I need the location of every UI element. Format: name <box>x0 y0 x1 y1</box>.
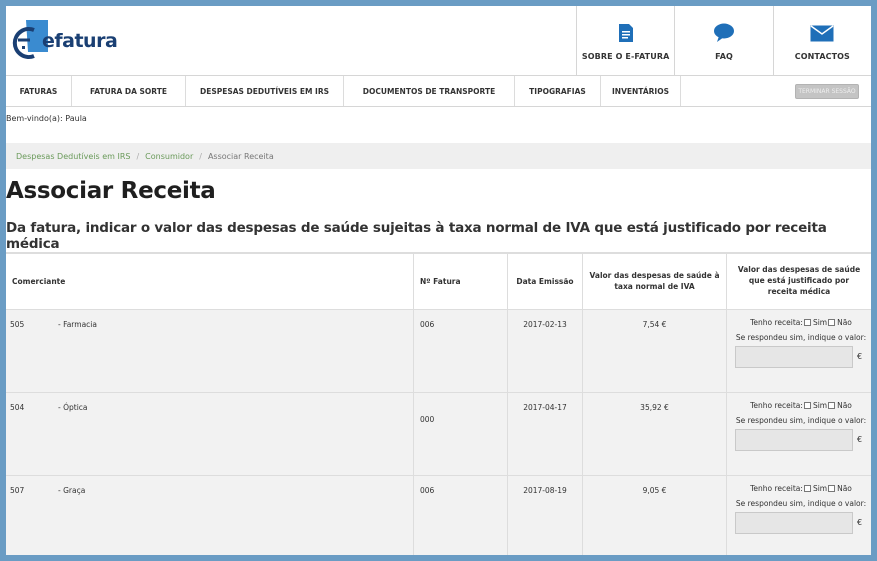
receita-value-input[interactable] <box>735 346 853 368</box>
merchant-name: - Farmacia <box>58 320 97 329</box>
nao-checkbox[interactable] <box>828 319 835 326</box>
page <box>6 6 871 555</box>
sim-label: Sim <box>812 484 828 493</box>
breadcrumb-link-consumidor[interactable]: Consumidor <box>145 151 194 161</box>
envelope-icon <box>810 25 834 42</box>
main-nav <box>6 76 871 107</box>
welcome-user: Paula <box>65 114 87 123</box>
invoices-table <box>6 252 871 555</box>
column-header-justificado: Valor das despesas de saúde que está justificado por receita médica <box>737 265 861 296</box>
cell-data: 2017-04-17 <box>508 393 583 475</box>
column-header-data: Data Emissão <box>508 254 583 309</box>
merchant-name: - Óptica <box>58 403 88 412</box>
nao-label: Não <box>837 401 852 410</box>
page-title: Associar Receita <box>6 178 216 204</box>
nav-item-documentos[interactable]: DOCUMENTOS DE TRANSPORTE <box>344 76 515 106</box>
cell-comerciante <box>6 393 414 475</box>
table-row <box>6 310 871 393</box>
sim-checkbox[interactable] <box>804 485 811 492</box>
cell-fatura: 006 <box>414 476 508 555</box>
sim-label: Sim <box>812 318 828 327</box>
table-row <box>6 393 871 476</box>
cell-valor: 7,54 € <box>583 310 727 392</box>
cell-fatura: 006 <box>414 310 508 392</box>
merchant-nif: 504 <box>10 403 25 412</box>
currency-symbol: € <box>857 518 863 528</box>
cell-valor: 9,05 € <box>583 476 727 555</box>
column-header-valor: Valor das despesas de saúde à taxa normal de IVA <box>583 254 727 309</box>
merchant-nif: 507 <box>10 486 25 495</box>
top-link-faq[interactable] <box>674 6 772 75</box>
top-link-label: CONTACTOS <box>794 52 850 61</box>
column-header-fatura: Nº Fatura <box>414 254 508 309</box>
sim-checkbox[interactable] <box>804 402 811 409</box>
header <box>6 6 871 76</box>
receita-question: Tenho receita: <box>750 484 803 493</box>
table-row <box>6 476 871 555</box>
document-icon <box>618 23 634 43</box>
sim-checkbox[interactable] <box>804 319 811 326</box>
top-link-label: FAQ <box>715 52 733 61</box>
nav-item-fatura-da-sorte[interactable]: FATURA DA SORTE <box>72 76 186 106</box>
cell-receita <box>727 476 871 555</box>
top-link-contactos[interactable] <box>773 6 871 75</box>
receita-question: Tenho receita: <box>750 318 803 327</box>
top-links <box>576 6 871 75</box>
logout-button[interactable]: TERMINAR SESSÃO <box>795 84 859 99</box>
column-header-comerciante: Comerciante <box>6 254 414 309</box>
receita-question: Tenho receita: <box>750 401 803 410</box>
breadcrumb-separator: / <box>199 151 202 161</box>
receita-value-input[interactable] <box>735 512 853 534</box>
nao-label: Não <box>837 484 852 493</box>
currency-symbol: € <box>857 352 863 362</box>
efatura-logo[interactable] <box>8 16 130 64</box>
welcome-text <box>6 114 87 123</box>
top-link-label: SOBRE O E-FATURA <box>581 52 670 61</box>
receita-value-input[interactable] <box>735 429 853 451</box>
logo-wordmark: efatura <box>42 30 118 52</box>
cell-comerciante <box>6 310 414 392</box>
merchant-nif: 505 <box>10 320 25 329</box>
cell-comerciante <box>6 476 414 555</box>
currency-symbol: € <box>857 435 863 445</box>
nav-item-tipografias[interactable]: TIPOGRAFIAS <box>515 76 601 106</box>
speech-bubble-icon <box>713 23 735 43</box>
receita-hint: Se respondeu sim, indique o valor: <box>735 499 867 508</box>
nao-label: Não <box>837 318 852 327</box>
welcome-prefix: Bem-vindo(a): <box>6 114 63 123</box>
nav-item-inventarios[interactable]: INVENTÁRIOS <box>601 76 681 106</box>
breadcrumb-separator: / <box>136 151 140 161</box>
cell-receita <box>727 393 871 475</box>
receita-hint: Se respondeu sim, indique o valor: <box>735 333 867 342</box>
sim-label: Sim <box>812 401 828 410</box>
nao-checkbox[interactable] <box>828 402 835 409</box>
nav-item-faturas[interactable]: FATURAS <box>6 76 72 106</box>
breadcrumb-current: Associar Receita <box>207 151 274 161</box>
page-subtitle: Da fatura, indicar o valor das despesas de saúde sujeitas à taxa normal de IVA que está justificado por receita médica <box>6 220 827 252</box>
cell-fatura: 000 <box>414 393 508 475</box>
merchant-name: - Graça <box>58 486 86 495</box>
receita-hint: Se respondeu sim, indique o valor: <box>735 416 867 425</box>
breadcrumb <box>6 143 871 169</box>
breadcrumb-link-despesas[interactable]: Despesas Dedutíveis em IRS <box>16 151 131 161</box>
cell-data: 2017-02-13 <box>508 310 583 392</box>
nao-checkbox[interactable] <box>828 485 835 492</box>
cell-receita <box>727 310 871 392</box>
cell-valor: 35,92 € <box>583 393 727 475</box>
top-link-sobre[interactable] <box>576 6 674 75</box>
cell-data: 2017-08-19 <box>508 476 583 555</box>
table-header <box>6 254 871 310</box>
logo-area <box>6 6 576 75</box>
nav-item-despesas[interactable]: DESPESAS DEDUTÍVEIS EM IRS <box>186 76 344 106</box>
